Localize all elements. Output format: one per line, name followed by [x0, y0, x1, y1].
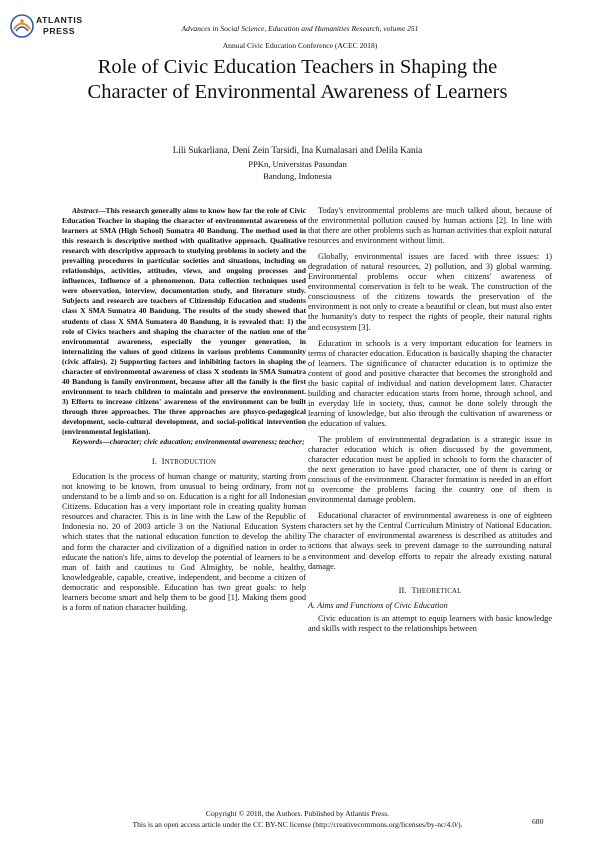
conference-line: Annual Civic Education Conference (ACEC 2018): [222, 41, 378, 50]
section-number: II.: [398, 585, 407, 595]
atlantis-logo-icon: [10, 14, 34, 38]
title-line-2: Character of Environmental Awareness of Learners: [87, 81, 508, 103]
body-paragraph-3: Education in schools is a very important education for learners in terms of character education. Education is basically shaping the character of learners. The significance of character education is to optimize the content of good and positive character that becomes the stronghold and the basic capital of individual and nation development later. Character building and character education starts from home, through school, and in everyday life in society, thus, cannot be done solely through the learning of knowledge, but also through the cultivation of awareness or the education of values.: [308, 338, 552, 428]
theory-paragraph: Civic education is an attempt to equip learners with basic knowledge and skills with respect to the relationships between: [308, 613, 552, 633]
section-heading-theoretical: [308, 586, 552, 597]
abstract: [62, 206, 306, 437]
body-paragraph-4: The problem of environmental degradation is a strategic issue in character education which is often discussed by the government, character education must be applied in schools to form the character of the next generation to have good character, one of them is caring or conscious of the environment. Character formation is needed in an effort to overcome the problems facing the country one of them is environmental damage problem.: [308, 434, 552, 505]
right-column: [308, 206, 552, 634]
section-rest: NTRODUCTION: [164, 459, 217, 467]
journal-line: Advances in Social Science, Education and Humanities Research, volume 251: [181, 24, 419, 33]
license-line: This is an open access article under the CC BY-NC license (http://creativecommons.org/licenses/by-nc/4.0/).: [132, 820, 463, 829]
section-initial: I: [161, 457, 165, 467]
affiliation-city: Bandung, Indonesia: [263, 171, 332, 181]
section-heading-introduction: [62, 457, 306, 468]
subsection-heading: A. Aims and Functions of Civic Education: [308, 600, 448, 610]
copyright-line: Copyright © 2018, the Authors. Published by Atlantis Press.: [205, 809, 390, 818]
left-column: [62, 206, 306, 613]
atlantis-press-logo: [10, 12, 102, 40]
body-paragraph-1: Today's environmental problems are much talked about, because of the environmental pollution caused by human actions [2]. In line with that there are other problems such as human activities that exploit natural resources and environment without limit.: [308, 206, 552, 246]
section-rest: HEORETICAL: [416, 587, 462, 595]
affiliation-dept: PPKn, Universitas Pasundan: [248, 159, 347, 169]
keywords: Keywords—character; civic education; environmental awareness; teacher;: [72, 437, 305, 447]
body-paragraph-5: Educational character of environmental awareness is one of eighteen characters set by the Central Curriculum Ministry of National Education. The character of environmental awareness is described as attitudes and actions that always seek to prevent damage to the surrounding natural environment and develop efforts to repair the already existing natural damage.: [308, 511, 552, 571]
section-number: I.: [151, 457, 158, 467]
abstract-label: Abstract: [72, 206, 98, 215]
body-paragraph-2: Globally, environmental issues are faced with three issues: 1) degradation of natural resources, 2) pollution, and 3) global warming. Environmental problems occur when citizens' awareness of environmental conservation is felt to be weak. The construction of the consciousness of the citizens towards the preservation of the environment is not only to create a beautiful or clean, but must also enter the humanity's duty to respect the rights of people, their natural rights and ecosystem [3].: [308, 252, 552, 332]
logo-text-atlantis: ATLANTIS: [36, 15, 83, 25]
title-line-1: Role of Civic Education Teachers in Shaping the: [97, 56, 498, 78]
paper-title: [40, 55, 555, 105]
abstract-text: —This research generally aims to know how far the role of Civic Education Teacher in shaping the character of environmental awareness of learners at SMA (High School) Sumatra 40 Bandung. The method used in this research is descriptive method with qualitative approach. Qualitative research with descriptive approach to studying problems in society and the prevailing procedures in particular societies and situations, including on relationships, activities, attitudes, views, and ongoing processes and influences, Influence of a phenomenon. Data collection techniques used were observation, interview, documentation study, and literature study. Subjects and research are teachers of Citizenship Education and students class X SMA Sumatra 40 Bandung. The results of the study showed that students of class X SMA Sumatera 40 Bandung, it is revealed that: 1) the role of Civics teachers and shaping the character of the nation one of the environmental awareness, especially the younger generation, in internalizing the values of good citizens in various problems Community (civic affairs). 2) Supporting factors and inhibiting factors in shaping the character of environmental awareness of class X students in SMA Sumatra 40 Bandung is family environment, because after all the family is the first environment to teach children to maintain and preserve the environment. 3) Efforts to increase citizens' awareness of the environment can be built through three approaches. The three approaches are phsyco-pedagogical development, socio-cultural development, and social-political intervention (environmental legislation).: [62, 206, 306, 437]
intro-paragraph: Education is the process of human change or maturity, starting from not knowing to be known, from unusual to being ordinary, from not understand to be a limb and so on. Education is a right for all Indonesian Citizens. Education has a very important role in creating quality human resources and character. This is in line with the Law of the Republic of Indonesia no. 20 of 2003 article 3 on the National Education System which states that the national education function to develop the ability and form the character and civilization of a dignified nation in order to educate the nation's life, aims to develop the potential of learners to be a man of faith and cautious to God Almighty, be noble, healthy, knowledgeable, capable, creative, independent, and become a citizen of democratic and responsible. Education has two great goals: to help learners become smart and help them to be good [1]. Making them good is a form of nation character building.: [62, 472, 306, 612]
authors: Lili Sukarliana, Deni Zein Tarsidi, Ina Kumalasari and Delila Kania: [172, 145, 423, 155]
section-initial: T: [411, 585, 417, 595]
logo-text-press: PRESS: [43, 26, 76, 36]
page-number: 680: [532, 817, 544, 826]
